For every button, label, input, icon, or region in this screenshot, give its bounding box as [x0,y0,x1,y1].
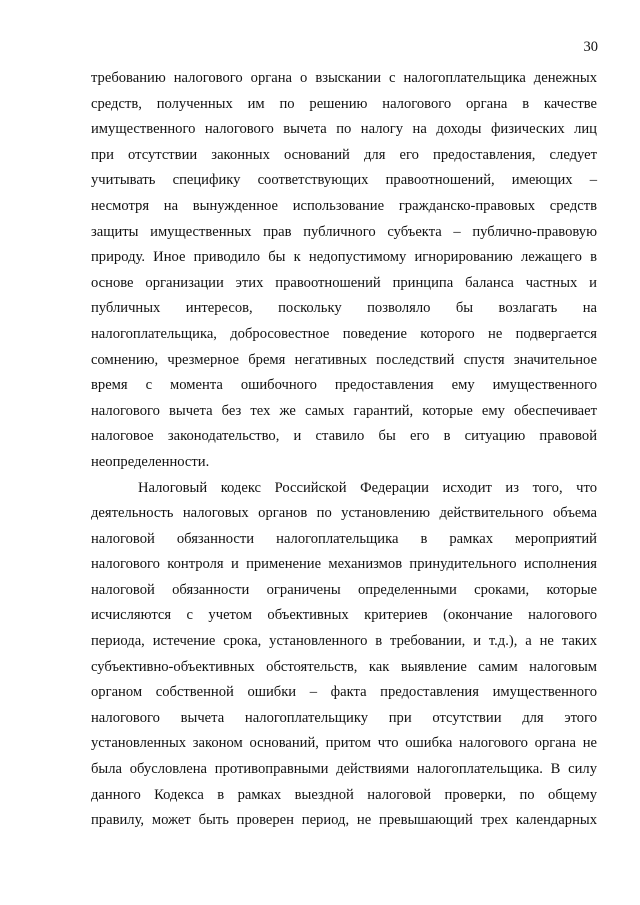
text-line: налогового контроля и применение механизмов принудительного исполнения [91,556,597,573]
text-line: публичных интересов, поскольку позволяло бы возлагать на [91,300,597,317]
text-line: защиты имущественных прав публичного субъекта – публично-правовую [91,223,597,240]
text-line: Налоговый кодекс Российской Федерации исходит из того, что [138,479,597,496]
text-line: требованию налогового органа о взыскании с налогоплательщика денежных [91,70,597,86]
text-line: средств, полученных им по решению налогового органа в качестве [91,95,597,112]
text-line: налогового вычета без тех же самых гарантий, которые ему обеспечивает [91,402,597,419]
body-text [91,66,597,834]
paragraph-1 [91,66,597,476]
text-line: налогового вычета налогоплательщику при отсутствии для этого [91,709,597,726]
text-line: налоговой обязанности налогоплательщика в рамках мероприятий [91,530,597,547]
paragraph-2 [91,476,597,834]
text-line: несмотря на вынужденное использование гражданско-правовых средств [91,197,597,214]
text-line: учитывать специфику соответствующих правоотношений, имеющих – [91,172,597,189]
text-line: время с момента ошибочного предоставления ему имущественного [91,377,597,394]
text-line: деятельность налоговых органов по установлению действительного объема [91,505,597,522]
text-line: данного Кодекса в рамках выездной налоговой проверки, по общему [91,786,597,803]
text-line: субъективно-объективных обстоятельств, как выявление самим налоговым [91,658,597,675]
text-line: при отсутствии законных оснований для его предоставления, следует [91,146,597,163]
page-number: 30 [583,39,598,55]
text-line: налоговой обязанности ограничены определенными сроками, которые [91,581,597,598]
text-line: сомнению, чрезмерное бремя негативных последствий спустя значительное [91,351,597,368]
text-line: правилу, может быть проверен период, не превышающий трех календарных [91,812,597,829]
text-line: природу. Иное приводило бы к недопустимому игнорированию лежащего в [91,249,597,266]
text-line: исчисляются с учетом объективных критериев (окончание налогового [91,607,597,624]
text-line: была обусловлена противоправными действиями налогоплательщика. В силу [91,761,597,778]
text-line: основе организации этих правоотношений принципа баланса частных и [91,274,597,291]
text-line: налоговое законодательство, и ставило бы его в ситуацию правовой [91,428,597,445]
text-line: неопределенности. [91,453,210,470]
text-line: периода, истечение срока, установленного в требовании, и т.д.), а не таких [91,633,597,650]
text-line: налогоплательщика, добросовестное поведение которого не подвергается [91,325,597,342]
text-line: имущественного налогового вычета по налогу на доходы физических лиц [91,121,597,138]
text-line: органом собственной ошибки – факта предоставления имущественного [91,684,597,701]
text-line: установленных законом оснований, притом что ошибка налогового органа не [91,735,597,752]
